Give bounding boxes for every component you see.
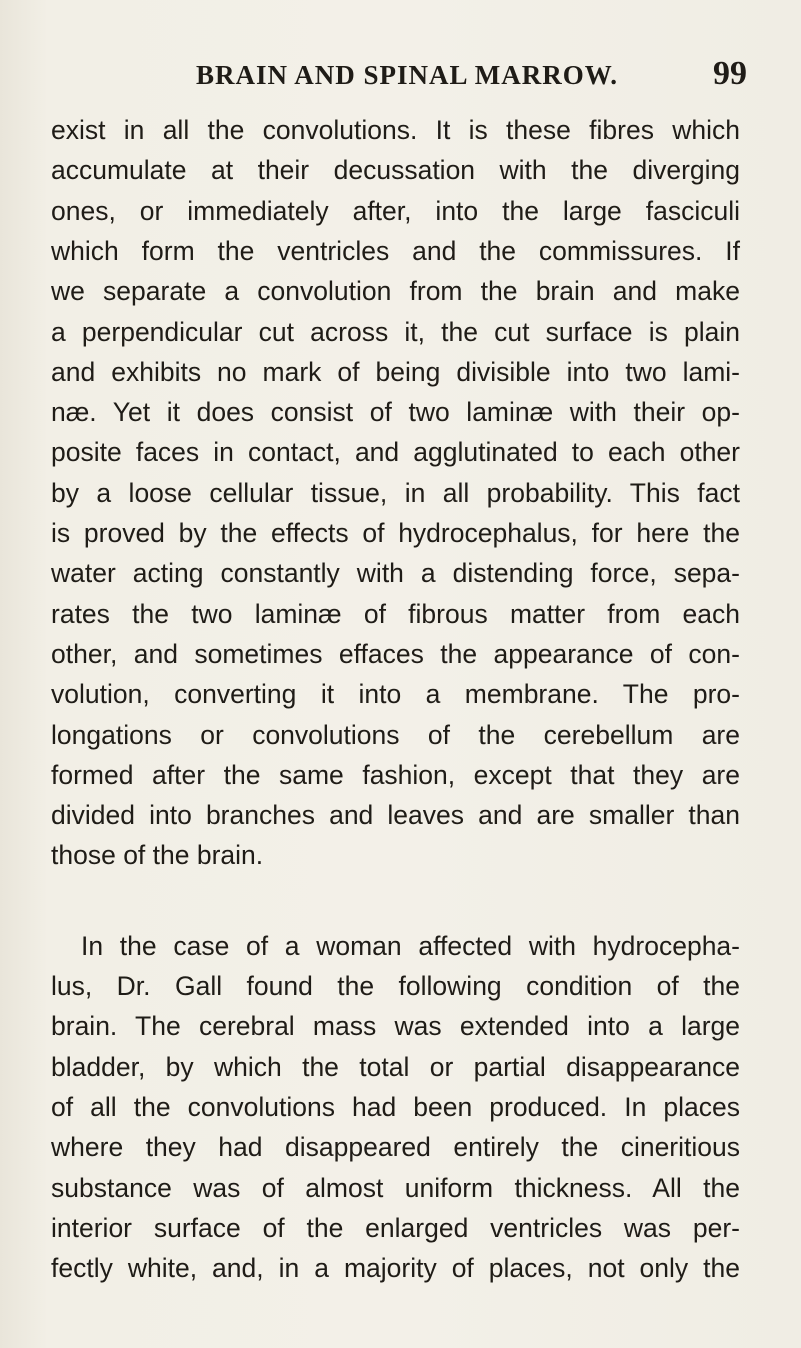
text-line: substance was of almost uniform thickness. All the <box>51 1172 740 1203</box>
text-line: water acting constantly with a distending force, sepa- <box>51 558 740 589</box>
text-line: longations or convolutions of the cerebellum are <box>51 719 740 750</box>
text-line: posite faces in contact, and agglutinated to each other <box>51 437 740 468</box>
text-line: In the case of a woman affected with hydrocepha- <box>81 930 740 961</box>
text-line: and exhibits no mark of being divisible into two lami- <box>51 356 740 387</box>
text-line: brain. The cerebral mass was extended into a large <box>51 1011 740 1042</box>
text-line: interior surface of the enlarged ventricles was per- <box>51 1212 740 1243</box>
text-line: volution, converting it into a membrane. The pro- <box>51 679 740 710</box>
text-line: where they had disappeared entirely the cineritious <box>51 1132 740 1163</box>
text-line: formed after the same fashion, except that they are <box>51 759 740 790</box>
text-line: we separate a convolution from the brain and make <box>51 276 740 307</box>
text-line: which form the ventricles and the commissures. If <box>51 235 740 266</box>
text-line: lus, Dr. Gall found the following condition of the <box>51 971 740 1001</box>
text-line: næ. Yet it does consist of two laminæ with their op- <box>51 397 740 428</box>
text-line: by a loose cellular tissue, in all probability. This fact <box>51 477 740 508</box>
text-line: fectly white, and, in a majority of places, not only the <box>51 1253 740 1284</box>
running-head: BRAIN AND SPINAL MARROW. <box>196 60 619 90</box>
page-header <box>0 52 801 102</box>
text-line: exist in all the convolutions. It is these fibres which <box>51 115 740 145</box>
page-number: 99 <box>713 55 747 92</box>
text-line: a perpendicular cut across it, the cut surface is plain <box>51 316 740 347</box>
text-line: ones, or immediately after, into the large fasciculi <box>51 195 740 226</box>
text-line: bladder, by which the total or partial disappearance <box>51 1051 740 1082</box>
text-line: rates the two laminæ of fibrous matter from each <box>51 598 740 629</box>
text-line: divided into branches and leaves and are smaller than <box>51 800 740 831</box>
text-line: other, and sometimes effaces the appearance of con- <box>51 638 740 669</box>
text-line: is proved by the effects of hydrocephalus, for here the <box>51 518 740 548</box>
text-line: those of the brain. <box>51 840 264 871</box>
text-line: of all the convolutions had been produced. In places <box>51 1091 740 1122</box>
text-line: accumulate at their decussation with the diverging <box>51 155 740 186</box>
